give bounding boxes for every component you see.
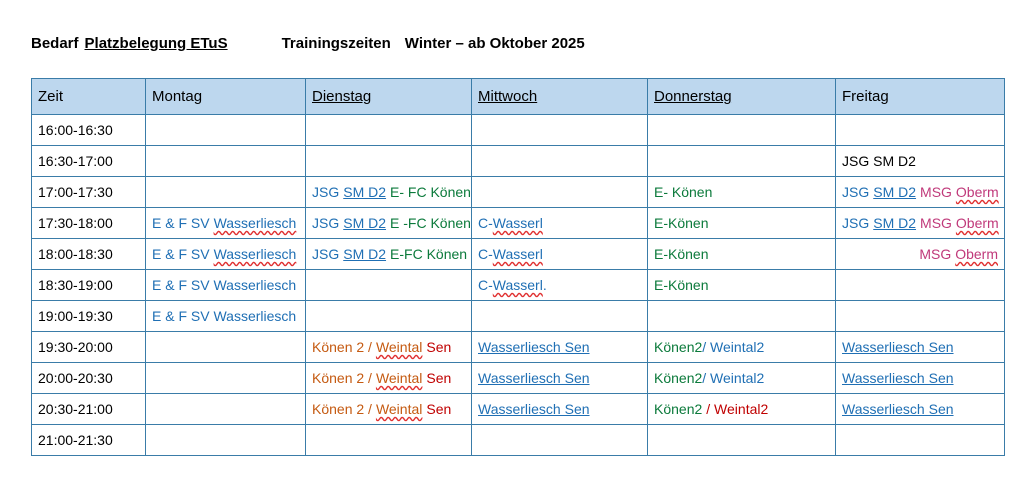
cell-montag: E & F SV Wasserliesch [146,301,306,332]
entry-jsg: JSG [312,246,340,262]
table-row [32,177,1005,208]
cell-donnerstag [648,301,836,332]
cell-donnerstag: E- Könen [648,177,836,208]
document-heading [31,35,585,52]
table-row [32,301,1005,332]
entry-oberm: Oberm [955,184,999,200]
cell-dienstag [306,177,472,208]
entry-weintal2: / Weintal2 [702,370,765,386]
table-row [32,239,1005,270]
entry-wasserl: Wasserl [492,246,543,262]
heading-platzbelegung: Platzbelegung ETuS [84,35,228,52]
cell-dienstag [306,332,472,363]
entry-c-prefix: C- [478,246,493,262]
column-header-mittwoch: Mittwoch [472,79,648,115]
cell-mittwoch [472,425,648,456]
cell-dienstag [306,425,472,456]
cell-montag [146,239,306,270]
cell-freitag [836,239,1005,270]
table-row [32,146,1005,177]
row-time: 17:00-17:30 [32,177,146,208]
entry-weintal2: / Weintal2 [702,339,765,355]
column-header-dienstag: Dienstag [306,79,472,115]
entry-koenen2: Könen 2 / [312,370,372,386]
heading-bedarf: Bedarf [31,35,79,52]
heading-season: Winter – ab Oktober 2025 [404,35,585,52]
cell-dienstag [306,239,472,270]
cell-freitag: Wasserliesch Sen [836,363,1005,394]
entry-sm-d2: SM D2 [343,215,387,231]
cell-donnerstag [648,363,836,394]
cell-mittwoch [472,208,648,239]
cell-freitag: Wasserliesch Sen [836,332,1005,363]
entry-c-prefix: C- [478,277,493,293]
cell-freitag [836,177,1005,208]
row-time: 18:30-19:00 [32,270,146,301]
cell-freitag [836,301,1005,332]
cell-donnerstag [648,394,836,425]
cell-montag [146,177,306,208]
cell-dienstag [306,363,472,394]
cell-montag [146,115,306,146]
cell-mittwoch [472,301,648,332]
table-row [32,115,1005,146]
table-header-row [32,79,1005,115]
entry-weintal: Weintal [375,370,423,386]
cell-montag: E & F SV Wasserliesch [146,270,306,301]
cell-donnerstag: E-Könen [648,270,836,301]
cell-dienstag [306,270,472,301]
table-row [32,425,1005,456]
cell-montag [146,425,306,456]
column-header-freitag: Freitag [836,79,1005,115]
entry-oberm: Oberm [955,215,999,231]
cell-dienstag [306,208,472,239]
entry-msg: MSG [920,215,952,231]
column-header-zeit: Zeit [32,79,146,115]
entry-e-fc-koenen: E -FC Könen [390,215,471,231]
entry-sen: Sen [426,370,452,386]
cell-mittwoch [472,146,648,177]
entry-sm-d2: SM D2 [873,215,917,231]
cell-mittwoch: Wasserliesch Sen [472,332,648,363]
entry-wasserl: Wasserl [492,277,543,293]
entry-jsg: JSG [312,184,340,200]
cell-dienstag [306,394,472,425]
row-time: 20:00-20:30 [32,363,146,394]
cell-donnerstag [648,332,836,363]
entry-jsg: JSG [312,215,340,231]
cell-montag [146,363,306,394]
cell-dienstag [306,301,472,332]
row-time: 21:00-21:30 [32,425,146,456]
cell-mittwoch [472,115,648,146]
entry-weintal2: / Weintal2 [706,401,769,417]
entry-koenen2: Könen2 [654,370,703,386]
cell-donnerstag: E-Könen [648,239,836,270]
entry-sen: Sen [426,339,452,355]
cell-mittwoch [472,177,648,208]
cell-freitag [836,270,1005,301]
entry-msg: MSG [920,184,952,200]
entry-koenen2: Könen 2 / [312,339,372,355]
row-time: 17:30-18:00 [32,208,146,239]
table-row [32,394,1005,425]
entry-ef-sv: E & F SV [152,215,210,231]
entry-weintal: Weintal [375,339,423,355]
row-time: 20:30-21:00 [32,394,146,425]
entry-ef-sv: E & F SV [152,246,210,262]
cell-donnerstag: E-Könen [648,208,836,239]
entry-sen: Sen [426,401,452,417]
table-row [32,270,1005,301]
entry-msg: MSG [919,246,952,262]
cell-freitag: Wasserliesch Sen [836,394,1005,425]
cell-mittwoch [472,239,648,270]
entry-e-fc-koenen: E-FC Könen [390,246,468,262]
row-time: 16:00-16:30 [32,115,146,146]
row-time: 19:00-19:30 [32,301,146,332]
entry-weintal: Weintal [375,401,423,417]
entry-c-prefix: C- [478,215,493,231]
entry-koenen2: Könen2 [654,339,703,355]
cell-montag [146,394,306,425]
schedule-table [31,78,1005,456]
cell-donnerstag [648,115,836,146]
cell-montag [146,146,306,177]
cell-donnerstag [648,425,836,456]
row-time: 16:30-17:00 [32,146,146,177]
cell-freitag [836,208,1005,239]
entry-jsg: JSG [842,184,870,200]
cell-mittwoch [472,270,648,301]
entry-koenen2: Könen 2 / [312,401,372,417]
cell-freitag: JSG SM D2 [836,146,1005,177]
column-header-donnerstag: Donnerstag [648,79,836,115]
entry-sm-d2: SM D2 [343,184,387,200]
cell-dienstag [306,146,472,177]
cell-donnerstag [648,146,836,177]
cell-montag [146,332,306,363]
entry-sm-d2: SM D2 [343,246,387,262]
row-time: 19:30-20:00 [32,332,146,363]
cell-dienstag [306,115,472,146]
table-row [32,332,1005,363]
cell-freitag [836,425,1005,456]
table-row [32,363,1005,394]
column-header-montag: Montag [146,79,306,115]
heading-trainingszeiten: Trainingszeiten [281,35,391,52]
cell-mittwoch: Wasserliesch Sen [472,394,648,425]
cell-montag [146,208,306,239]
entry-wasserliesch: Wasserliesch [213,246,297,262]
entry-jsg: JSG [842,215,870,231]
entry-sm-d2: SM D2 [873,184,917,200]
entry-koenen2: Könen2 [654,401,703,417]
entry-e-fc-koenen: E- FC Könen [390,184,471,200]
cell-freitag [836,115,1005,146]
row-time: 18:00-18:30 [32,239,146,270]
entry-oberm: Oberm [955,246,998,262]
entry-wasserl: Wasserl [492,215,543,231]
table-row [32,208,1005,239]
entry-dot: . [542,277,547,293]
cell-mittwoch: Wasserliesch Sen [472,363,648,394]
entry-wasserliesch: Wasserliesch [213,215,297,231]
